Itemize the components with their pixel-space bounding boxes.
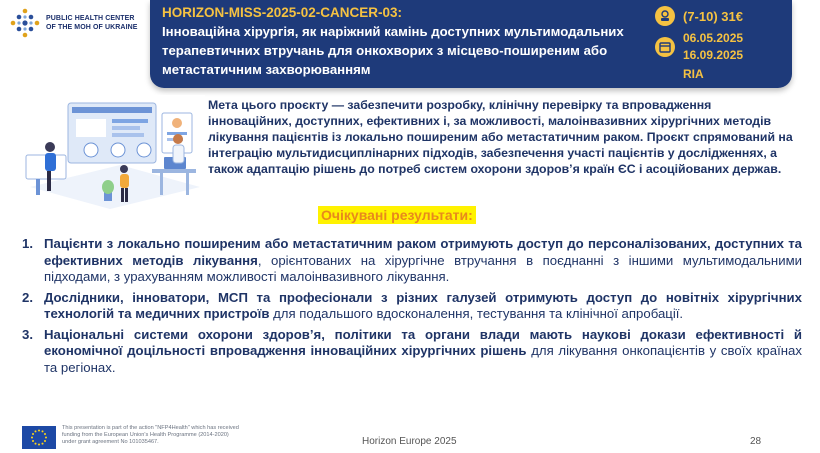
action-type: RIA	[683, 67, 704, 81]
result-highlight: Дослідники, інноватори, МСП та професіонали з різних галузей отримують доступ до новітніх хірургічних технологій та медичних пристроїв	[44, 289, 802, 321]
eu-flag-icon	[22, 426, 56, 449]
list-item	[22, 327, 802, 377]
calendar-icon	[655, 37, 675, 57]
topic-title: Інноваційна хірургія, як наріжний камінь доступних мультимодальних терапевтичних втручань для онкохворих з місцево-поширеним або метастатичним захворюванням	[162, 24, 624, 77]
logo-text	[46, 14, 138, 32]
money-icon	[655, 6, 675, 26]
project-goal: Мета цього проєкту — забезпечити розробку, клінічну перевірку та впровадження інноваційних, доступних, ефективних і, за можливості, малоінвазивних хірургічних методів лікування пацієнтів із локально поширеним або метастатичним раком. Проєкт спрямований на інтеграцію мультидисциплінарних підходів, забезпечення участі пацієнтів у дослідженнях, а також адаптацію рішень до потреб систем охорони здоров’я країн ЄС і асоційованих держав.	[208, 98, 793, 176]
office-illustration	[20, 95, 205, 213]
results-list	[22, 236, 802, 380]
topic-banner	[150, 0, 792, 88]
topic-code: HORIZON-MISS-2025-02-CANCER-03:	[162, 5, 403, 20]
page-number: 28	[750, 436, 762, 447]
list-item	[22, 236, 802, 286]
footer	[0, 418, 820, 453]
result-text: для лікування онкопацієнтів у своїх країнах та регіонах.	[44, 343, 802, 375]
list-item	[22, 290, 802, 323]
list-number: 2.	[22, 289, 33, 305]
footer-title: Horizon Europe 2025	[362, 436, 457, 447]
date-close: 16.09.2025	[683, 48, 744, 62]
topic-meta	[655, 4, 785, 84]
logo-line-2: OF THE MOH OF UKRAINE	[46, 24, 138, 31]
date-open: 06.05.2025	[683, 31, 744, 45]
logo-line-1: PUBLIC HEALTH CENTER	[46, 15, 135, 22]
phc-logo-icon	[10, 8, 40, 38]
list-number: 3.	[22, 326, 33, 342]
budget-value: (7-10) 31€	[683, 9, 743, 24]
result-highlight: Національні системи охорони здоров’я, політики та органи влади мають наукові докази ефективності й економічної доцільності впровадження інноваційних хірургічних рішень	[44, 326, 802, 358]
result-text: , орієнтованих на хірургічне втручання в поєднанні з іншими мультимодальними підходами, з урахуванням можливості малоінвазивного лікування.	[44, 252, 803, 284]
list-number: 1.	[22, 236, 33, 251]
expected-results-heading: Очікувані результати:	[318, 206, 476, 224]
result-highlight: Пацієнти з локально поширеним або метастатичним раком отримують доступ до персоналізованих, доступних та ефективних методів лікування	[44, 236, 802, 268]
phc-logo	[10, 6, 150, 40]
result-text: для подальшого вдосконалення, тестування та клінічної апробації.	[269, 306, 684, 321]
funding-disclaimer: This presentation is part of the action "NFP4Health" which has received funding from the European Union's Health Programme (2014-2020) under grant agreement No 101035467.	[62, 425, 239, 445]
